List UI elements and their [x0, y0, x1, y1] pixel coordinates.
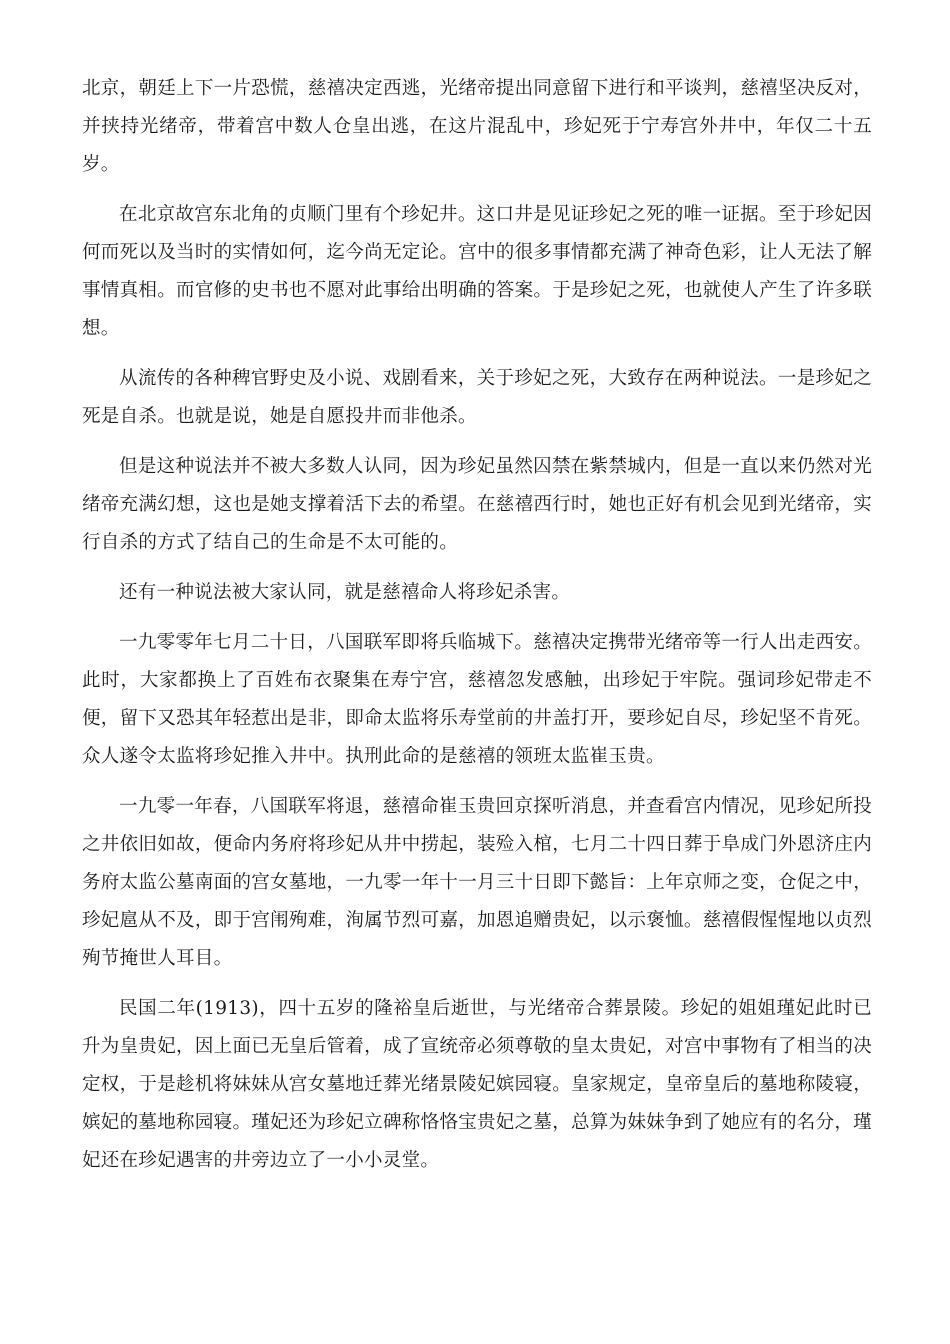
paragraph-5: 还有一种说法被大家认同，就是慈禧命人将珍妃杀害。: [119, 582, 571, 603]
paragraph-2: 在北京故宫东北角的贞顺门里有个珍妃井。这口井是见证珍妃之死的唯一证据。至于珍妃因何而死以及当时的实情如何，迄今尚无定论。宫中的很多事情都充满了神奇色彩，让人无法了解事情真相。而官修的史书也不愿对此事给出明确的答案。于是珍妃之死，也就使人产生了许多联想。: [82, 204, 872, 339]
paragraph-7: 一九零一年春，八国联军将退，慈禧命崔玉贵回京探听消息，并查看宫内情况，见珍妃所投之井依旧如故，便命内务府将珍妃从井中捞起，装殓入棺，七月二十四日葬于阜成门外恩济庄内务府太监公墓南面的宫女墓地，一九零一年十一月三十日即下懿旨：上年京师之变，仓促之中，珍妃扈从不及，即于宫闱殉难，洵属节烈可嘉，加恩追赠贵妃，以示褒恤。慈禧假惺惺地以贞烈殉节掩世人耳目。: [82, 796, 872, 969]
paragraph-3: 从流传的各种稗官野史及小说、戏剧看来，关于珍妃之死，大致存在两种说法。一是珍妃之死是自杀。也就是说，她是自愿投井而非他杀。: [82, 368, 872, 427]
paragraph-4: 但是这种说法并不被大多数人认同，因为珍妃虽然囚禁在紫禁城内，但是一直以来仍然对光绪帝充满幻想，这也是她支撑着活下去的希望。在慈禧西行时，她也正好有机会见到光绪帝，实行自杀的方式了结自己的生命是不太可能的。: [82, 456, 872, 553]
paragraph-8: 民国二年(1913)，四十五岁的隆裕皇后逝世，与光绪帝合葬景陵。珍妃的姐姐瑾妃此时已升为皇贵妃，因上面已无皇后管着，成了宣统帝必须尊敬的皇太贵妃，对宫中事物有了相当的决定权，于是趁机将妹妹从宫女墓地迁葬光绪景陵妃嫔园寝。皇家规定，皇帝皇后的墓地称陵寝，嫔妃的墓地称园寝。瑾妃还为珍妃立碑称恪恪宝贵妃之墓，总算为妹妹争到了她应有的名分，瑾妃还在珍妃遇害的井旁边立了一小小灵堂。: [82, 998, 872, 1171]
paragraph-6: 一九零零年七月二十日，八国联军即将兵临城下。慈禧决定携带光绪帝等一行人出走西安。此时，大家都换上了百姓布衣聚集在寿宁宫，慈禧忽发感触，出珍妃于牢院。强词珍妃带走不便，留下又恐其年轻惹出是非，即命太监将乐寿堂前的井盖打开，要珍妃自尽，珍妃坚不肯死。众人遂令太监将珍妃推入井中。执刑此命的是慈禧的领班太监崔玉贵。: [82, 632, 872, 767]
paragraph-1: 北京，朝廷上下一片恐慌，慈禧决定西逃，光绪帝提出同意留下进行和平谈判，慈禧坚决反对，并挟持光绪帝，带着宫中数人仓皇出逃，在这片混乱中，珍妃死于宁寿宫外井中，年仅二十五岁。: [82, 78, 872, 175]
article-body: [82, 70, 872, 1192]
